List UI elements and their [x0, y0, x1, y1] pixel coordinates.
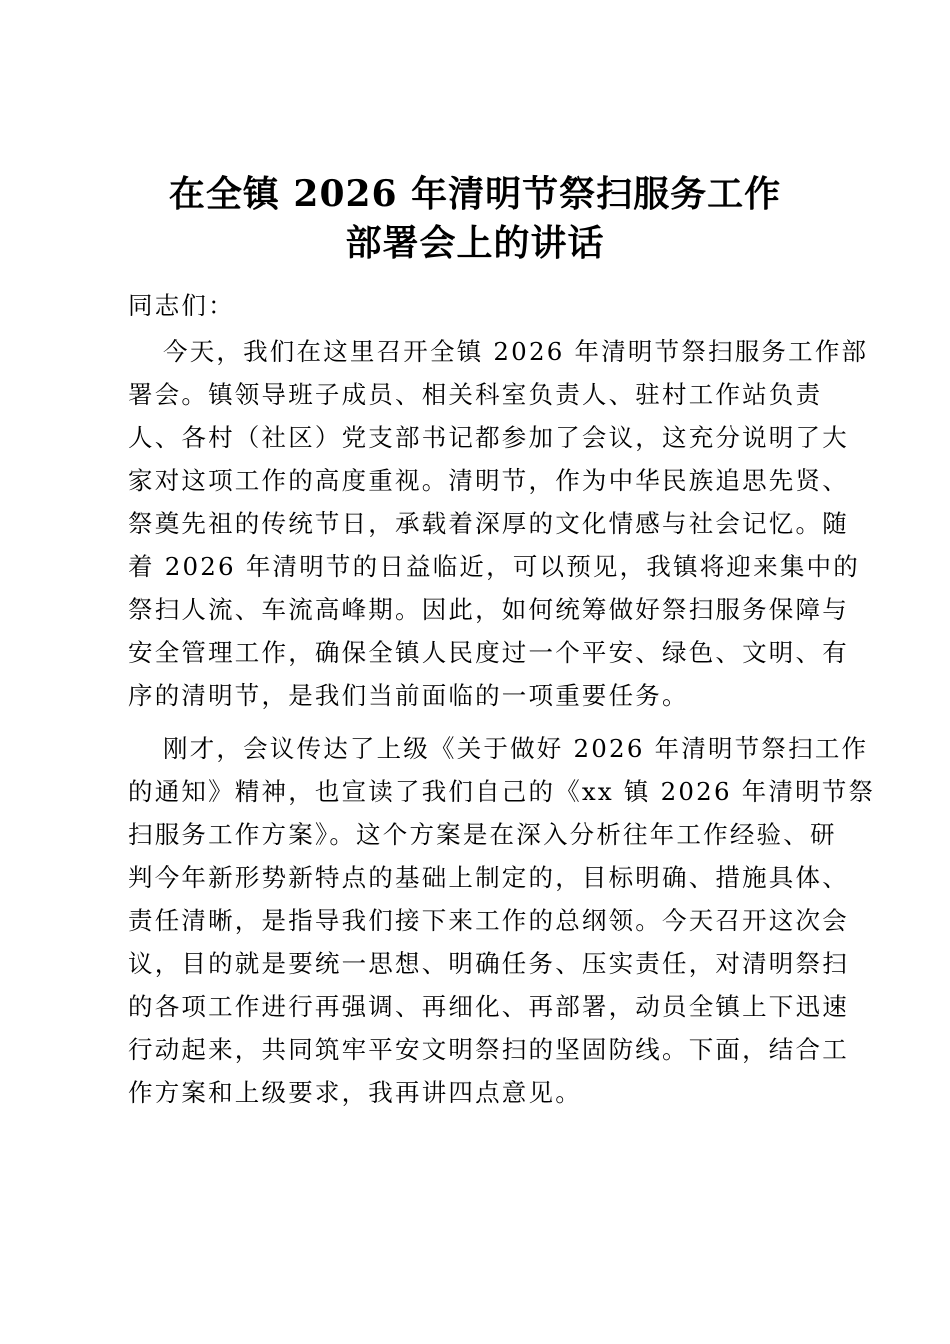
paragraph-1-line-1: 今天，我们在这里召开全镇 2026 年清明节祭扫服务工作部 [163, 337, 869, 366]
paragraph-1-line-4: 家对这项工作的高度重视。清明节，作为中华民族追思先贤、 [128, 466, 849, 495]
paragraph-2-line-6: 议，目的就是要统一思想、明确任务、压实责任，对清明祭扫 [128, 949, 849, 978]
title-line-1: 在全镇 2026 年清明节祭扫服务工作 [168, 173, 782, 215]
paragraph-2-line-2: 的通知》精神，也宣读了我们自己的《xx 镇 2026 年清明节祭 [128, 777, 876, 806]
paragraph-1-line-3: 人、各村（社区）党支部书记都参加了会议，这充分说明了大 [128, 423, 849, 452]
paragraph-2-line-5: 责任清晰，是指导我们接下来工作的总纲领。今天召开这次会 [128, 906, 849, 935]
paragraph-2-line-3: 扫服务工作方案》。这个方案是在深入分析往年工作经验、研 [128, 820, 837, 849]
paragraph-2-line-7: 的各项工作进行再强调、再细化、再部署，动员全镇上下迅速 [128, 992, 849, 1021]
paragraph-2-line-4: 判今年新形势新特点的基础上制定的，目标明确、措施具体、 [128, 863, 849, 892]
salutation: 同志们： [128, 291, 235, 320]
paragraph-1-line-2: 署会。镇领导班子成员、相关科室负责人、驻村工作站负责 [128, 380, 823, 409]
paragraph-1-line-7: 祭扫人流、车流高峰期。因此，如何统筹做好祭扫服务保障与 [128, 595, 849, 624]
paragraph-2-line-9: 作方案和上级要求，我再讲四点意见。 [128, 1078, 582, 1107]
paragraph-1-line-8: 安全管理工作，确保全镇人民度过一个平安、绿色、文明、有 [128, 638, 849, 667]
paragraph-1-line-5: 祭奠先祖的传统节日，承载着深厚的文化情感与社会记忆。随 [128, 509, 849, 538]
paragraph-1-line-9: 序的清明节，是我们当前面临的一项重要任务。 [128, 681, 689, 710]
paragraph-2-line-1: 刚才，会议传达了上级《关于做好 2026 年清明节祭扫工作 [163, 734, 869, 763]
title-line-2: 部署会上的讲话 [345, 222, 605, 264]
paragraph-2-line-8: 行动起来，共同筑牢平安文明祭扫的坚固防线。下面，结合工 [128, 1035, 849, 1064]
paragraph-1-line-6: 着 2026 年清明节的日益临近，可以预见，我镇将迎来集中的 [128, 552, 860, 581]
